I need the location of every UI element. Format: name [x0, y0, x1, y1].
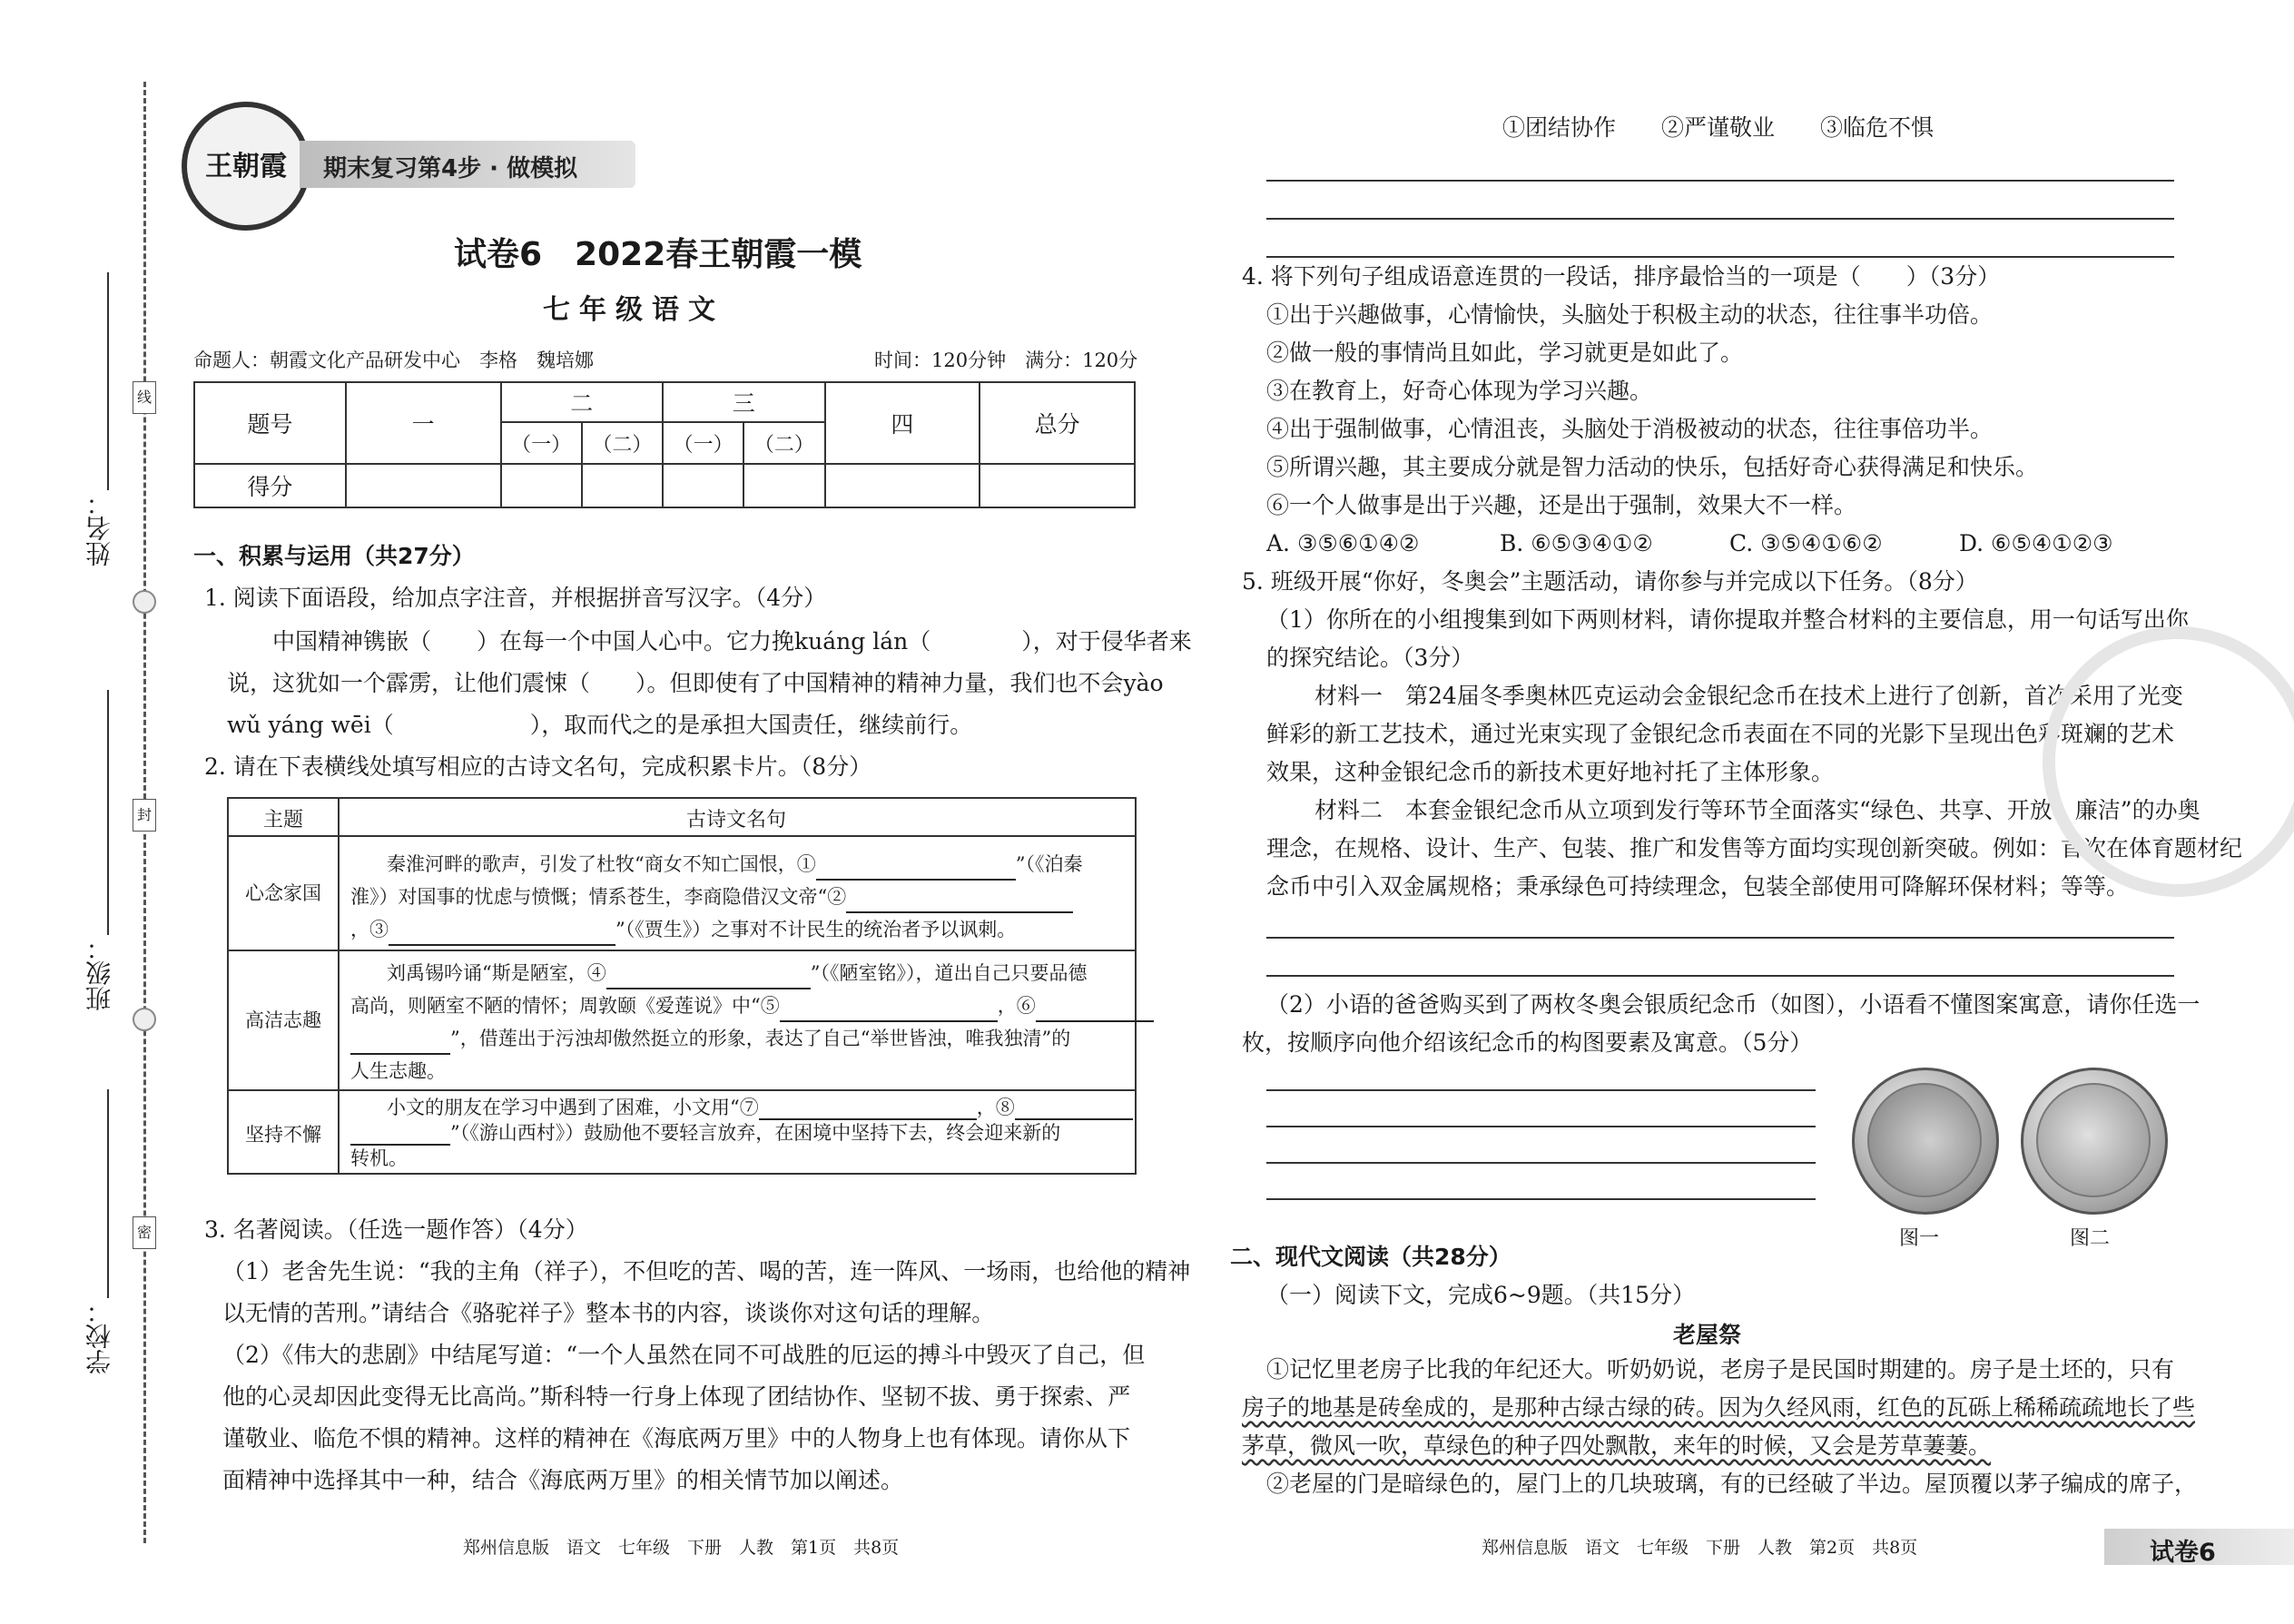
footer-left: 郑州信息版 语文 七年级 下册 人教 第1页 共8页: [463, 1538, 900, 1558]
corner-badge-text: 试卷6: [2150, 1539, 2216, 1567]
q3-1-line: （1）老舍先生说：“我的主角（祥子），不但吃的苦、喝的苦，连一阵风、一场雨，也给他的精神: [222, 1258, 1191, 1284]
q3-2-line: 面精神中选择其中一种，结合《海底两万里》的相关情节加以阐述。: [222, 1467, 904, 1493]
poem-r1-line: 淮》）对国事的忧虑与愤慨；情系苍生，李商隐借汉文帝“②: [350, 886, 847, 908]
poem-r1-line: ”（《泊秦: [1015, 853, 1083, 875]
q3-2-line: 谨敬业、临危不惧的精神。这样的精神在《海底两万里》中的人物身上也有体现。请你从下: [222, 1425, 1131, 1452]
blank-4[interactable]: [606, 966, 811, 989]
q4-sentence: ②做一般的事情尚且如此，学习就更是如此了。: [1266, 340, 1744, 366]
q1-passage-line: wǔ yáng wēi（ ），取而代之的是承担大国责任，继续前行。: [227, 712, 973, 738]
answer-line[interactable]: [1266, 937, 2174, 939]
coin-figure-1: [1852, 1068, 1999, 1215]
score-table: [193, 381, 1136, 508]
q4-stem: 4. 将下列句子组成语意连贯的一段话，排序最恰当的一项是（ ）（3分）: [1242, 263, 2001, 290]
poem-r3-line: 小文的朋友在学习中遇到了困难，小文用“⑦: [387, 1097, 759, 1118]
blank-1[interactable]: [816, 857, 1016, 881]
logo-seal: [182, 102, 310, 231]
answer-line[interactable]: [1266, 1089, 1816, 1091]
q3-2-line: （2）《伟大的悲剧》中结尾写道：“一个人虽然在同不可战胜的厄运的搏斗中毁灭了自己，但: [222, 1342, 1146, 1368]
answer-line[interactable]: [1266, 218, 2174, 220]
q3-2-line: 他的心灵却因此变得无比高尚。”斯科特一行身上体现了团结协作、坚韧不拔、勇于探索、严: [222, 1383, 1131, 1410]
binding-hole-icon: [133, 590, 156, 614]
q5-2-line: 枚，按顺序向他介绍该纪念币的构图要素及寓意。（5分）: [1242, 1029, 1813, 1056]
poem-header-theme: 主题: [262, 809, 303, 832]
score-sub: （二）: [743, 422, 824, 464]
score-cell[interactable]: [582, 464, 663, 507]
q1-passage-line: 中国精神镌嵌（ ）在每一个中国人心中。它力挽kuáng lán（ ），对于侵华者来: [272, 628, 1192, 655]
poem-r2-line: ”（《陋室铭》），道出自己只要品德: [810, 962, 1088, 984]
q4-sentence: ③在教育上，好奇心体现为学习兴趣。: [1266, 378, 1653, 404]
poem-r1-line: ”（《贾生》）之事对不计民生的统治者予以讽刺。: [615, 919, 1017, 940]
q4-sentence: ①出于兴趣做事，心情愉快，头脑处于积极主动的状态，往往事半功倍。: [1266, 301, 1994, 328]
q5-1-line: （1）你所在的小组搜集到如下两则材料，请你提取并整合材料的主要信息，用一句话写出你: [1266, 606, 2189, 633]
q4-sentence: ④出于强制做事，心情沮丧，头脑处于消极被动的状态，往往事倍功半。: [1266, 416, 1994, 442]
score-col-4: 四: [825, 382, 980, 464]
score-col-tihao: 题号: [194, 382, 346, 464]
score-col-2: 二: [501, 382, 664, 422]
section-2-title: 二、现代文阅读（共28分）: [1230, 1244, 1511, 1270]
q3-options: ①团结协作 ②严谨敬业 ③临危不惧: [1502, 114, 1935, 141]
poem-r2-line: ，⑥: [997, 995, 1036, 1017]
score-cell[interactable]: [663, 464, 743, 507]
answer-line[interactable]: [1266, 975, 2174, 977]
poem-header-lines: 古诗文名句: [685, 809, 786, 832]
score-col-1: 一: [346, 382, 501, 464]
q4-option-b[interactable]: B. ⑥⑤③④①②: [1500, 530, 1653, 556]
section-1-title: 一、积累与运用（共27分）: [193, 543, 475, 569]
material-2-line: 念币中引入双金属规格；秉承绿色可持续理念，包装全部使用可降解环保材料；等等。: [1266, 873, 2130, 900]
binding-name-line: [107, 272, 109, 490]
binding-mark-feng: 封: [133, 799, 156, 832]
fig-1-caption: 图一: [1899, 1227, 1940, 1250]
score-cell[interactable]: [346, 464, 501, 507]
logo-text: 王朝霞: [205, 151, 287, 182]
score-sub: （一）: [501, 422, 582, 464]
poem-r3-line: ，⑧: [976, 1097, 1015, 1118]
binding-mark-xian: 线: [133, 381, 156, 414]
answer-line[interactable]: [1266, 1198, 1816, 1200]
binding-class-label: 班级：: [84, 935, 114, 1011]
material-1-line: 鲜彩的新工艺技术，通过光束实现了金银纪念币表面在不同的光影下呈现出色彩斑斓的艺术: [1266, 721, 2175, 747]
poem-r3-line: ”（《游山西村》）鼓励他不要轻言放弃，在困境中坚持下去，终会迎来新的: [450, 1122, 1061, 1144]
poem-r2-line: ”，借莲出于污浊却傲然挺立的形象，表达了自己“举世皆浊，唯我独清”的: [450, 1028, 1071, 1049]
score-sub: （一）: [663, 422, 743, 464]
paper-title: 试卷6 2022春王朝霞一模: [454, 236, 862, 273]
essay-line: ②老屋的门是暗绿色的，屋门上的几块玻璃，有的已经破了半边。屋顶覆以茅子编成的席子，: [1266, 1471, 2198, 1497]
binding-name-label: 姓名：: [84, 490, 114, 566]
q2-stem: 2. 请在下表横线处填写相应的古诗文名句，完成积累卡片。（8分）: [204, 753, 872, 780]
poem-theme-1: 心念家国: [245, 882, 321, 904]
poem-r1-line: 秦淮河畔的歌声，引发了杜牧“商女不知亡国恨，①: [387, 853, 816, 875]
material-2-line: 理念，在规格、设计、生产、包装、推广和发售等方面均实现创新突破。例如：首次在体育题材纪: [1266, 835, 2243, 861]
essay-line: 房子的地基是砖垒成的，是那种古绿古绿的砖。因为久经风雨，红色的瓦砾上稀稀疏疏地长了些: [1242, 1394, 2196, 1421]
poem-r2-line: 高尚，则陋室不陋的情怀；周敦颐《爱莲说》中“⑤: [350, 995, 780, 1017]
blank-2[interactable]: [846, 890, 1073, 913]
q4-sentence: ⑤所谓兴趣，其主要成分就是智力活动的快乐，包括好奇心获得满足和快乐。: [1266, 454, 2039, 480]
binding-class-line: [107, 690, 109, 935]
answer-line[interactable]: [1266, 1126, 1816, 1127]
q4-option-c[interactable]: C. ③⑤④①⑥②: [1729, 530, 1883, 556]
essay-line: 茅草，微风一吹，草绿色的种子四处飘散，来年的时候，又会是芳草萋萋。: [1242, 1432, 1992, 1459]
banner-text: 期末复习第4步 · 做模拟: [323, 155, 578, 182]
blank-6b[interactable]: [350, 1031, 450, 1055]
q1-stem: 1. 阅读下面语段，给加点字注音，并根据拼音写汉字。（4分）: [204, 585, 827, 611]
q5-stem: 5. 班级开展“你好，冬奥会”主题活动，请你参与并完成以下任务。（8分）: [1242, 568, 1978, 595]
material-1-line: 材料一 第24届冬季奥林匹克运动会金银纪念币在技术上进行了创新，首次采用了光变: [1314, 683, 2183, 709]
answer-line[interactable]: [1266, 256, 2174, 258]
score-cell[interactable]: [980, 464, 1135, 507]
poem-theme-3: 坚持不懈: [245, 1124, 321, 1146]
paper-time-score: 时间：120分钟 满分：120分: [874, 349, 1138, 371]
poem-r3-line: 转机。: [350, 1147, 408, 1169]
q3-stem: 3. 名著阅读。（任选一题作答）（4分）: [204, 1216, 588, 1243]
material-2-line: 材料二 本套金银纪念币从立项到发行等环节全面落实“绿色、共享、开放、廉洁”的办奥: [1314, 797, 2200, 823]
poem-table: [227, 797, 1137, 1175]
blank-3[interactable]: [389, 922, 615, 946]
score-col-3: 三: [663, 382, 825, 422]
answer-line[interactable]: [1266, 1162, 1816, 1164]
score-cell[interactable]: [501, 464, 582, 507]
poem-theme-2: 高洁志趣: [245, 1009, 321, 1031]
essay-title: 老屋祭: [1673, 1322, 1742, 1348]
corner-badge: [2104, 1529, 2294, 1565]
coin-figure-2: [2021, 1068, 2168, 1215]
binding-hole-icon: [133, 1008, 156, 1031]
q4-sentence: ⑥一个人做事是出于兴趣，还是出于强制，效果大不一样。: [1266, 492, 1857, 518]
binding-school-line: [107, 1089, 109, 1298]
blank-8[interactable]: [1015, 1097, 1133, 1120]
score-cell[interactable]: [743, 464, 824, 507]
poem-r2-line: 刘禹锡吟诵“斯是陋室，④: [387, 962, 606, 984]
blank-8b[interactable]: [350, 1122, 450, 1146]
footer-right: 郑州信息版 语文 七年级 下册 人教 第2页 共8页: [1482, 1538, 1918, 1558]
poem-r1-line: ，③: [350, 919, 389, 940]
section-2-subtitle: （一）阅读下文，完成6~9题。（共15分）: [1266, 1282, 1696, 1308]
banner-bar: [300, 141, 635, 188]
paper-subtitle: 七年级语文: [543, 294, 724, 326]
q1-passage-line: 说，这犹如一个霹雳，让他们震悚（ ）。但即使有了中国精神的精神力量，我们也不会yào: [227, 670, 1164, 696]
blank-5[interactable]: [780, 999, 998, 1022]
q4-option-d[interactable]: D. ⑥⑤④①②③: [1959, 530, 2113, 556]
score-sub: （二）: [582, 422, 663, 464]
q5-2-line: （2）小语的爸爸购买到了两枚冬奥会银质纪念币（如图），小语看不懂图案寓意，请你任选一: [1266, 991, 2200, 1018]
paper-authors: 命题人：朝霞文化产品研发中心 李格 魏培娜: [193, 349, 594, 371]
fig-2-caption: 图二: [2070, 1227, 2111, 1250]
binding-mark-mi: 密: [133, 1216, 156, 1249]
q3-1-line: 以无情的苦刑。”请结合《骆驼祥子》整本书的内容，谈谈你对这句话的理解。: [222, 1300, 995, 1326]
blank-6[interactable]: [1036, 999, 1154, 1022]
q4-option-a[interactable]: A. ③⑤⑥①④②: [1266, 530, 1420, 556]
score-col-total: 总分: [980, 382, 1135, 464]
blank-7[interactable]: [759, 1097, 977, 1120]
binding-school-label: 学校：: [84, 1298, 114, 1374]
essay-line: ①记忆里老房子比我的年纪还大。听奶奶说，老房子是民国时期建的。房子是土坯的，只有: [1266, 1356, 2175, 1383]
score-row-defen: 得分: [194, 464, 346, 507]
score-cell[interactable]: [825, 464, 980, 507]
answer-line[interactable]: [1266, 180, 2174, 182]
material-1-line: 效果，这种金银纪念币的新技术更好地衬托了主体形象。: [1266, 759, 1835, 785]
poem-r2-line: 人生志趣。: [350, 1060, 446, 1082]
q5-1-line: 的探究结论。（3分）: [1266, 645, 1474, 671]
